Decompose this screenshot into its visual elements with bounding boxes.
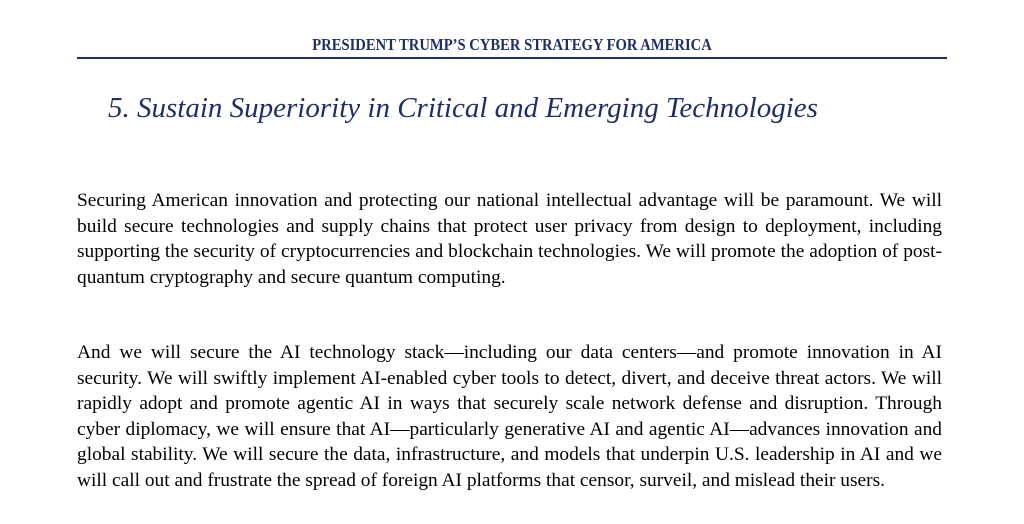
header-divider <box>77 57 947 59</box>
body-paragraph: Securing American innovation and protecting our national intellectual advantage will be paramount. We will build secure technologies and supply chains that protect user privacy from design to deployment, including supporting the security of cryptocurrencies and blockchain technologies. We will promote the adoption of post-quantum cryptography and secure quantum computing. <box>77 190 942 288</box>
body-paragraph: And we will secure the AI technology stack—including our data centers—and promote innovation in AI security. We will swiftly implement AI-enabled cyber tools to detect, divert, and deceive threat actors. We will rapidly adopt and promote agentic AI in ways that securely scale network defense and disruption. Through cyber diplomacy, we will ensure that AI—particularly generative AI and agentic AI—advances innovation and global stability. We will secure the data, infrastructure, and models that underpin U.S. leadership in AI and we will call out and frustrate the spread of foreign AI platforms that censor, surveil, and mislead their users. <box>77 342 942 491</box>
section-heading: 5. Sustain Superiority in Critical and Emerging Technologies <box>108 92 818 124</box>
running-header: PRESIDENT TRUMP’S CYBER STRATEGY FOR AMERICA <box>312 35 712 54</box>
